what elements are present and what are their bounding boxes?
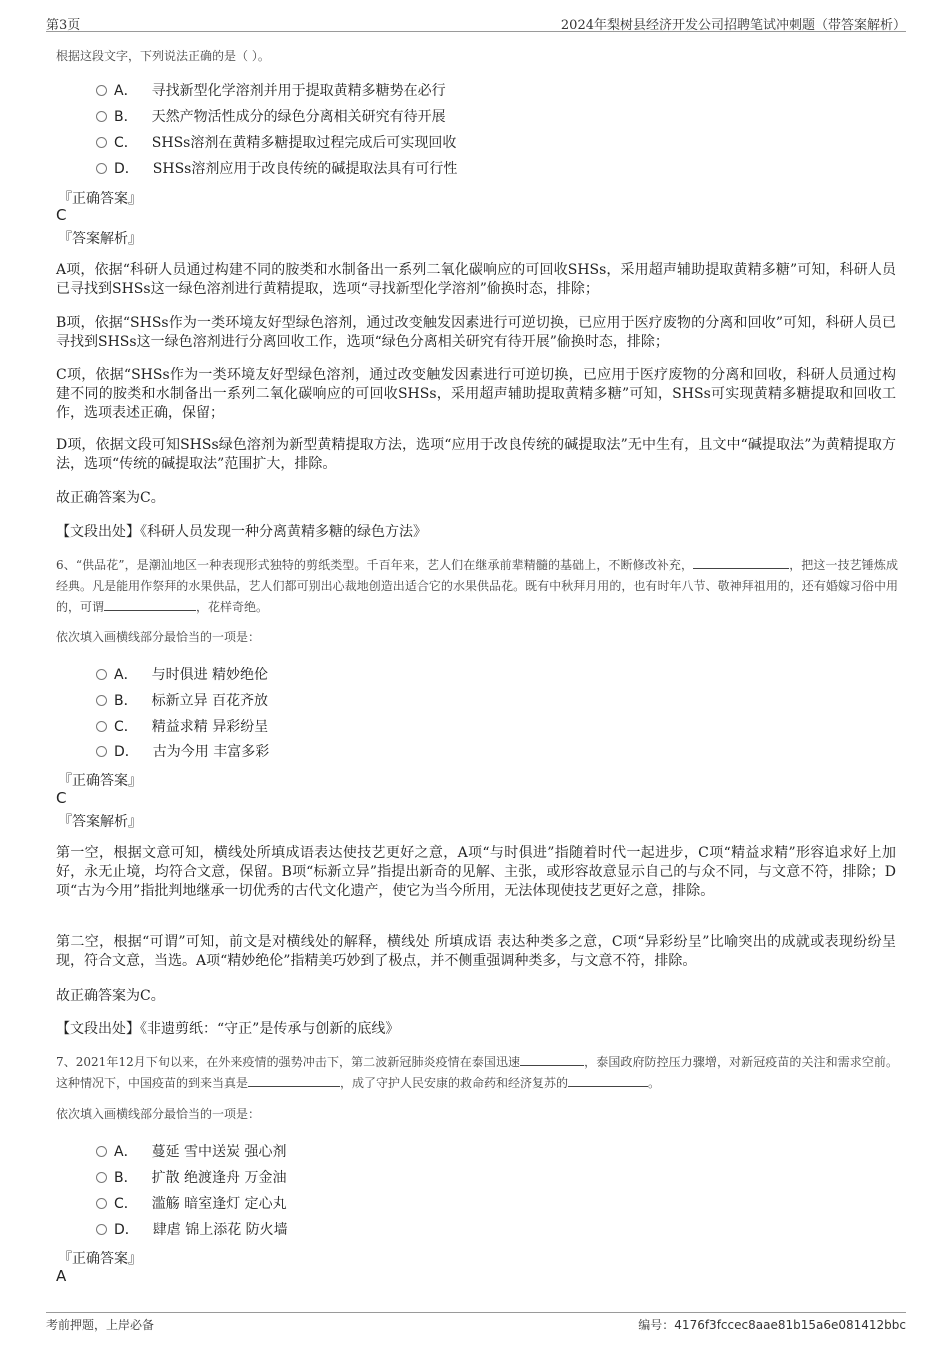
q6-option-a[interactable]: A． 与时俱进 精妙绝伦 [96, 666, 268, 684]
q6-option-b[interactable]: B． 标新立异 百花齐放 [96, 692, 268, 710]
q7-option-a[interactable]: A． 蔓延 雪中送炭 强心剂 [96, 1143, 286, 1161]
q6-prompt: 依次填入画横线部分最恰当的一项是： [56, 630, 261, 644]
q5-source: 【文段出处】《科研人员发现一种分离黄精多糖的绿色方法》 [56, 524, 427, 540]
footer-slogan: 考前押题，上岸必备 [46, 1318, 155, 1332]
fill-blank [568, 1073, 648, 1087]
q7-answer-label: 『正确答案』 [58, 1251, 142, 1267]
q6-conclusion: 故正确答案为C。 [56, 988, 165, 1004]
q5-option-d[interactable]: D． SHSs溶剂应用于改良传统的碱提取法具有可行性 [96, 160, 457, 178]
q7-prompt: 依次填入画横线部分最恰当的一项是： [56, 1107, 261, 1121]
q7-stem: 7、2021年12月下旬以来，在外来疫情的强势冲击下，第二波新冠肺炎疫情在泰国迅速 ，泰国政府防控压力骤增，对新冠疫苗的关注和需求空前。这种情况下，中国疫苗的到来当真是 ，成了守护人民安康的救命药和经济复苏的 。 [56, 1052, 898, 1094]
q6-answer-label: 『正确答案』 [58, 773, 142, 789]
radio-icon[interactable] [96, 695, 107, 706]
q6-analysis-first-blank: 第一空，根据文意可知，横线处所填成语表达使技艺更好之意，A项“与时俱进”指随着时代一起进步，C项“精益求精”形容追求好上加好，永无止境，均符合文意，保留。B项“标新立异”指提出新奇的见解、主张，或形容故意显示自己的与众不同，与文意不符，排除；D项“古为今用”指批判地继承一切优秀的古代文化遗产，使它为当今所用，无法体现使技艺更好之意，排除。 [56, 845, 896, 899]
q7-option-b[interactable]: B． 扩散 绝渡逢舟 万金油 [96, 1169, 287, 1187]
radio-icon[interactable] [96, 85, 107, 96]
radio-icon[interactable] [96, 1146, 107, 1157]
radio-icon[interactable] [96, 746, 107, 757]
page-header [46, 11, 906, 32]
radio-icon[interactable] [96, 1198, 107, 1209]
fill-blank [520, 1052, 584, 1066]
q6-option-c[interactable]: C． 精益求精 异彩纷呈 [96, 718, 268, 736]
radio-icon[interactable] [96, 111, 107, 122]
radio-icon[interactable] [96, 669, 107, 680]
radio-icon[interactable] [96, 137, 107, 148]
q6-option-d[interactable]: D． 古为今用 丰富多彩 [96, 743, 269, 761]
fill-blank [693, 555, 789, 569]
page-number: 第3页 [46, 18, 81, 33]
radio-icon[interactable] [96, 1172, 107, 1183]
q7-answer: A [56, 1267, 67, 1285]
q5-analysis-c: C项，依据“SHSs作为一类环境友好型绿色溶剂，通过改变触发因素进行可逆切换，已应用于医疗废物的分离和回收，科研人员通过构建不同的胺类和水制备出一系列二氧化碳响应的可回收SHSs，采用超声辅助提取黄精多糖”可知，SHSs可实现黄精多糖提取和回收工作，选项表述正确，保留； [56, 367, 896, 421]
q5-analysis-label: 『答案解析』 [58, 231, 142, 247]
q6-source: 【文段出处】《非遗剪纸：“守正”是传承与创新的底线》 [56, 1021, 400, 1037]
q5-conclusion: 故正确答案为C。 [56, 490, 165, 506]
q6-stem: 6、“供品花”，是潮汕地区一种表现形式独特的剪纸类型。千百年来，艺人们在继承前辈精髓的基础上，不断修改补充， ，把这一技艺锤炼成经典。凡是能用作祭拜的水果供品，艺人们都可别出心裁地创造出适合它的水果供品花。既有中秋拜月用的，也有时年八节、敬神拜祖用的，还有婚嫁习俗中用的，可谓 ，花样奇绝。 [56, 555, 898, 618]
q5-prompt: 根据这段文字，下列说法正确的是（ ）。 [56, 49, 270, 63]
q6-analysis-second-blank: 第二空，根据“可谓”可知，前文是对横线处的解释，横线处 所填成语 表达种类多之意，C项“异彩纷呈”比喻突出的成就或表现纷纷呈现，符合文意，当选。A项“精妙绝伦”指精美巧妙到了极点，并不侧重强调种类多，与文意不符，排除。 [56, 934, 896, 969]
fill-blank [248, 1073, 340, 1087]
q5-option-b[interactable]: B． 天然产物活性成分的绿色分离相关研究有待开展 [96, 108, 446, 126]
radio-icon[interactable] [96, 721, 107, 732]
q5-analysis-a: A项，依据“科研人员通过构建不同的胺类和水制备出一系列二氧化碳响应的可回收SHSs，采用超声辅助提取黄精多糖”可知，科研人员已寻找到SHSs这一绿色溶剂进行黄精提取，选项“寻找新型化学溶剂”偷换时态，排除； [56, 262, 896, 297]
q7-option-c[interactable]: C． 滥觞 暗室逢灯 定心丸 [96, 1195, 287, 1213]
document-title: 2024年梨树县经济开发公司招聘笔试冲刺题（带答案解析） [560, 18, 906, 33]
radio-icon[interactable] [96, 1224, 107, 1235]
fill-blank [104, 597, 196, 611]
q5-option-c[interactable]: C． SHSs溶剂在黄精多糖提取过程完成后可实现回收 [96, 134, 456, 152]
q5-answer: C [56, 206, 67, 224]
q6-analysis-label: 『答案解析』 [58, 814, 142, 830]
q7-option-d[interactable]: D． 肆虐 锦上添花 防火墙 [96, 1221, 288, 1239]
q5-analysis-d: D项，依据文段可知SHSs绿色溶剂为新型黄精提取方法，选项“应用于改良传统的碱提取法”无中生有，且文中“碱提取法”为黄精提取方法，选项“传统的碱提取法”范围扩大，排除。 [56, 437, 896, 472]
q5-answer-label: 『正确答案』 [58, 191, 142, 207]
page-footer [46, 1312, 906, 1332]
q6-answer: C [56, 789, 67, 807]
q5-analysis-b: B项，依据“SHSs作为一类环境友好型绿色溶剂，通过改变触发因素进行可逆切换，已应用于医疗废物的分离和回收”可知，科研人员已寻找到SHSs这一绿色溶剂进行分离回收工作，选项“绿色分离相关研究有待开展”偷换时态，排除； [56, 315, 896, 350]
document-code: 编号：4176f3fccec8aae81b15a6e081412bbc [638, 1318, 906, 1332]
radio-icon[interactable] [96, 163, 107, 174]
q5-option-a[interactable]: A． 寻找新型化学溶剂并用于提取黄精多糖势在必行 [96, 82, 446, 100]
